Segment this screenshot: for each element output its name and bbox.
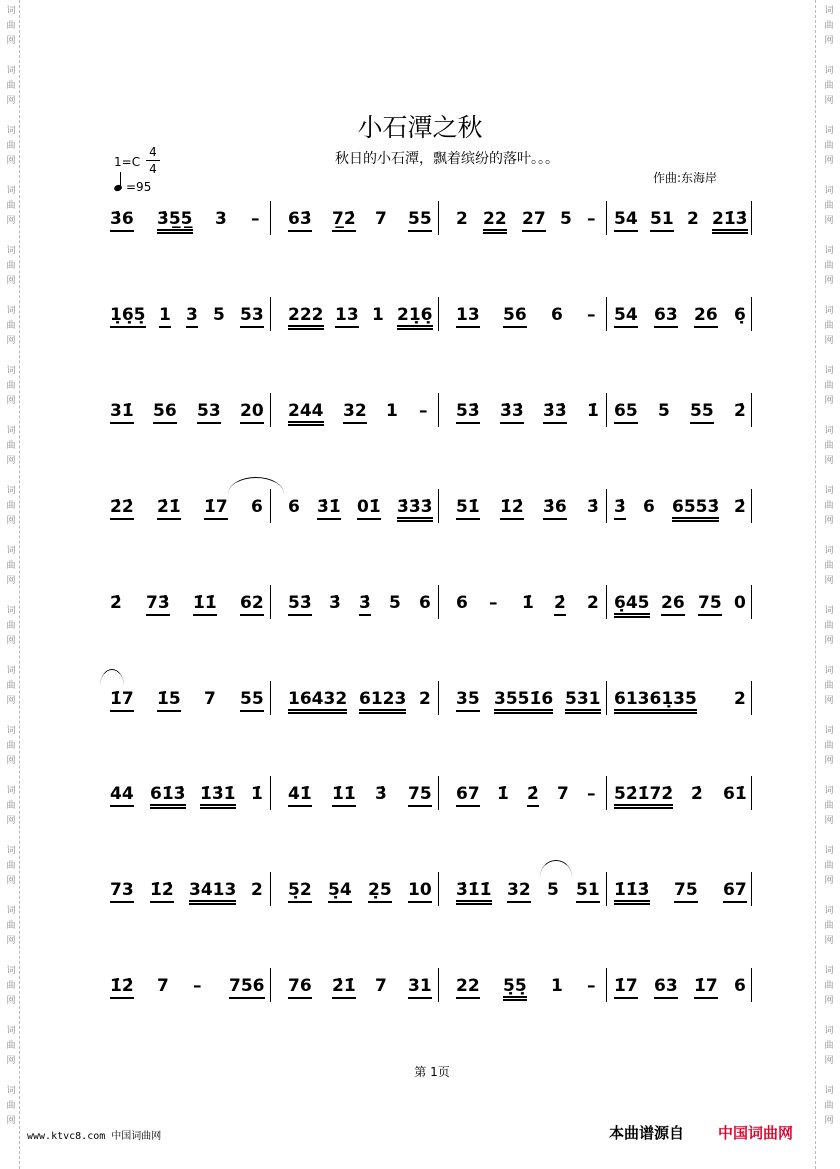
note-group: 27 bbox=[522, 209, 546, 232]
note-group: 51 bbox=[576, 880, 600, 903]
note-group: 1̣6̣5̣ bbox=[110, 305, 146, 328]
watermark-text: 词 曲 网 bbox=[824, 1026, 834, 1066]
note-group: 1̇3̇1̇ bbox=[200, 784, 236, 809]
watermark-text: 词 曲 网 bbox=[824, 546, 834, 586]
watermark-text: 词 曲 网 bbox=[824, 666, 834, 706]
watermark-text: 词 曲 网 bbox=[824, 426, 834, 466]
watermark-text: 词 曲 网 bbox=[824, 606, 834, 646]
watermark-text: 词 曲 网 bbox=[824, 246, 834, 286]
note-group: 2̇1̇ bbox=[157, 497, 181, 520]
note-group: 5 bbox=[547, 880, 559, 900]
note-group: 21̇3̇ bbox=[712, 209, 748, 234]
note-group: 2 bbox=[251, 880, 263, 900]
note-group: 21̣6̣ bbox=[397, 305, 433, 330]
note-group: 26 bbox=[694, 305, 718, 328]
bar-line bbox=[606, 201, 607, 235]
tempo-value: =95 bbox=[126, 180, 152, 194]
bar-line bbox=[438, 489, 439, 523]
bar-line bbox=[751, 585, 752, 619]
note-group: 54 bbox=[614, 305, 638, 328]
watermark-text: 词 曲 网 bbox=[824, 786, 834, 826]
bar-line bbox=[606, 393, 607, 427]
score-row bbox=[0, 489, 840, 523]
note-group: 1̇ bbox=[522, 593, 534, 613]
bar-line bbox=[751, 489, 752, 523]
note-group: 55 bbox=[240, 689, 264, 712]
note-group: 51 bbox=[650, 209, 674, 232]
watermark-text: 词 曲 网 bbox=[824, 1086, 834, 1126]
note-group: 3̇6 bbox=[110, 209, 134, 232]
note-group: – bbox=[419, 401, 428, 421]
bar-line bbox=[438, 393, 439, 427]
note-group: – bbox=[587, 305, 596, 325]
song-title: 小石潭之秋 bbox=[357, 113, 483, 142]
note-group: 3̇1̇ bbox=[317, 497, 341, 520]
note-group: 53 bbox=[197, 401, 221, 424]
note-group: 61̇ bbox=[723, 784, 747, 804]
time-signature bbox=[146, 146, 160, 175]
bar-line bbox=[438, 585, 439, 619]
note-group: 44 bbox=[110, 784, 134, 807]
note-group: 3̇1̇1̇ bbox=[456, 880, 492, 905]
bar-line bbox=[270, 872, 271, 906]
note-group: 1̇2̇ bbox=[500, 497, 524, 520]
note-group: 244 bbox=[288, 401, 324, 426]
watermark-text: 词 曲 网 bbox=[824, 366, 834, 406]
score-row bbox=[0, 776, 840, 810]
note-group: 73̇ bbox=[146, 593, 170, 616]
bar-line bbox=[606, 776, 607, 810]
note-group: 1̇7 bbox=[110, 689, 134, 712]
note-group: 67 bbox=[456, 784, 480, 807]
watermark-text: 词 曲 网 bbox=[824, 906, 834, 946]
watermark-text: 词 曲 网 bbox=[824, 726, 834, 766]
note-group: 6553̇ bbox=[672, 497, 719, 522]
note-group: 3̇ bbox=[375, 784, 387, 804]
note-group: 2̇ bbox=[110, 593, 122, 613]
note-group: 531 bbox=[565, 689, 601, 714]
note-group: 53 bbox=[240, 305, 264, 328]
note-group: 756 bbox=[229, 976, 265, 999]
note-group: 5 bbox=[213, 305, 225, 325]
note-group: 1̇ bbox=[251, 784, 263, 804]
watermark-text: 词 曲 网 bbox=[6, 246, 16, 286]
note-group: 73 bbox=[110, 880, 134, 903]
note-group: – bbox=[489, 593, 498, 613]
note-group: 1̇1̇ bbox=[332, 784, 356, 807]
footer-source-label: 本曲谱源自 bbox=[609, 1124, 685, 1142]
note-group: 1 bbox=[159, 305, 171, 328]
bar-line bbox=[270, 585, 271, 619]
note-group: 65 bbox=[614, 401, 638, 424]
watermark-text: 词 曲 网 bbox=[824, 126, 834, 166]
watermark-text: 词 曲 网 bbox=[6, 1026, 16, 1066]
note-group: 63 bbox=[654, 305, 678, 328]
note-group: 1̇7 bbox=[204, 497, 228, 520]
note-group: 222 bbox=[288, 305, 324, 330]
note-group: – bbox=[587, 209, 596, 229]
note-group: 31 bbox=[408, 976, 432, 999]
note-group: 5̣4 bbox=[328, 880, 352, 903]
note-group: 20 bbox=[240, 401, 264, 424]
score-row bbox=[0, 872, 840, 906]
watermark-text: 词 曲 网 bbox=[6, 786, 16, 826]
note-group: 1 bbox=[386, 401, 398, 421]
bar-line bbox=[606, 681, 607, 715]
bar-line bbox=[606, 968, 607, 1002]
time-signature-top: 4 bbox=[149, 145, 157, 159]
bar-line bbox=[751, 872, 752, 906]
note-group: 2 bbox=[419, 689, 431, 709]
note-group: 2 bbox=[734, 689, 746, 709]
note-group: 3̇3̇ bbox=[500, 401, 524, 424]
watermark-text: 词 曲 网 bbox=[6, 726, 16, 766]
note-group: 1̇7 bbox=[694, 976, 718, 999]
bar-line bbox=[438, 776, 439, 810]
note-group: 63̇ bbox=[288, 209, 312, 232]
note-group: 31̇ bbox=[110, 401, 134, 424]
note-group: 6̣ bbox=[734, 305, 746, 325]
bar-line bbox=[270, 776, 271, 810]
note-group: 5̣5̣ bbox=[503, 976, 527, 1001]
watermark-text: 词 曲 网 bbox=[6, 426, 16, 466]
tie-slur bbox=[540, 860, 572, 877]
watermark-text: 词 曲 网 bbox=[6, 846, 16, 886]
note-group: 3̇ bbox=[587, 497, 599, 517]
note-group: 6 bbox=[419, 593, 431, 613]
note-group: 61̇3̇ bbox=[150, 784, 186, 809]
note-group: 35 bbox=[456, 689, 480, 712]
note-group: 7 bbox=[204, 689, 216, 709]
note-group: 6 bbox=[456, 593, 468, 613]
watermark-text: 词 曲 网 bbox=[6, 486, 16, 526]
note-group: 1̇ bbox=[587, 401, 599, 421]
song-subtitle: 秋日的小石潭，飘着缤纷的落叶。。。 bbox=[335, 151, 559, 167]
watermark-text: 词 曲 网 bbox=[6, 126, 16, 166]
bar-line bbox=[270, 489, 271, 523]
note-group: 13 bbox=[335, 305, 359, 328]
bar-line bbox=[438, 968, 439, 1002]
score-row bbox=[0, 393, 840, 427]
bar-line bbox=[751, 968, 752, 1002]
bar-line bbox=[751, 776, 752, 810]
note-group: 61361̣35 bbox=[614, 689, 697, 714]
note-group: 6 bbox=[251, 497, 263, 517]
note-group: 75 bbox=[674, 880, 698, 903]
note-group: 2 bbox=[587, 593, 599, 613]
bar-line bbox=[438, 201, 439, 235]
note-group: 3 bbox=[215, 209, 227, 229]
bar-line bbox=[751, 393, 752, 427]
page-number: 第 1页 bbox=[414, 1065, 450, 1079]
note-group: 7 bbox=[557, 784, 569, 804]
time-signature-bottom: 4 bbox=[149, 162, 157, 176]
watermark-text: 词 曲 网 bbox=[6, 6, 16, 46]
note-group: 1̇2̇ bbox=[150, 880, 174, 903]
note-group: – bbox=[587, 976, 596, 996]
watermark-text: 词 曲 网 bbox=[824, 486, 834, 526]
note-group: 5̣2 bbox=[288, 880, 312, 903]
watermark-text: 词 曲 网 bbox=[6, 546, 16, 586]
score-row bbox=[0, 585, 840, 619]
note-group: 7 bbox=[375, 976, 387, 996]
note-group: 1̇ bbox=[497, 784, 509, 804]
tie-slur bbox=[228, 477, 284, 494]
note-group: 7̲2̇ bbox=[332, 209, 356, 232]
note-group: 3̇6 bbox=[543, 497, 567, 520]
note-group: 3̇ bbox=[329, 593, 341, 613]
watermark-text: 词 曲 网 bbox=[824, 846, 834, 886]
note-group: 3 bbox=[186, 305, 198, 328]
bar-line bbox=[751, 681, 752, 715]
note-group: 75 bbox=[698, 593, 722, 616]
note-group: 01̇ bbox=[357, 497, 381, 520]
bar-line bbox=[606, 872, 607, 906]
note-group: – bbox=[193, 976, 202, 996]
watermark-text: 词 曲 网 bbox=[6, 606, 16, 646]
note-group: 56 bbox=[153, 401, 177, 424]
note-group: 6 bbox=[734, 976, 746, 996]
bar-line bbox=[606, 585, 607, 619]
tie-slur bbox=[100, 669, 124, 686]
note-group: 53̇ bbox=[456, 401, 480, 424]
watermark-text: 词 曲 网 bbox=[6, 66, 16, 106]
note-group: 63 bbox=[654, 976, 678, 999]
note-group: 6 bbox=[551, 305, 563, 325]
note-group: 51̇ bbox=[456, 497, 480, 520]
note-group: 7 bbox=[157, 976, 169, 996]
note-group: 1̇5 bbox=[157, 689, 181, 712]
bar-line bbox=[751, 201, 752, 235]
note-group: 1̇7 bbox=[614, 976, 638, 999]
note-group: 6123 bbox=[359, 689, 406, 714]
note-group: 13 bbox=[456, 305, 480, 328]
note-group: 56 bbox=[503, 305, 527, 328]
note-group: 10 bbox=[408, 880, 432, 903]
score-row bbox=[0, 297, 840, 331]
watermark-text: 词 曲 网 bbox=[6, 666, 16, 706]
note-group: 2̣5 bbox=[368, 880, 392, 903]
note-group: 67 bbox=[723, 880, 747, 903]
watermark-text: 词 曲 网 bbox=[824, 966, 834, 1006]
note-group: 2̇ bbox=[691, 784, 703, 804]
watermark-text: 词 曲 网 bbox=[6, 366, 16, 406]
note-group: 3413 bbox=[189, 880, 236, 905]
note-group: 6 bbox=[643, 497, 655, 517]
note-group: 1 bbox=[372, 305, 384, 325]
watermark-text: 词 曲 网 bbox=[6, 966, 16, 1006]
footer-website[interactable]: www.ktvc8.com 中国词曲网 bbox=[27, 1131, 162, 1142]
note-group: 62 bbox=[240, 593, 264, 616]
bar-line bbox=[438, 681, 439, 715]
note-group: 5 bbox=[560, 209, 572, 229]
note-group: 76 bbox=[288, 976, 312, 999]
note-group: 2 bbox=[456, 209, 468, 229]
note-group: 3̇ bbox=[359, 593, 371, 616]
footer-site-name[interactable]: 中国词曲网 bbox=[718, 1124, 794, 1142]
note-group: 54 bbox=[614, 209, 638, 232]
note-group: 0 bbox=[734, 593, 746, 613]
bar-line bbox=[270, 968, 271, 1002]
note-group: 3̇ bbox=[614, 497, 626, 520]
note-group: 2̇ bbox=[734, 497, 746, 517]
watermark-text: 词 曲 网 bbox=[6, 1086, 16, 1126]
note-group: 2 bbox=[687, 209, 699, 229]
note-group: 22 bbox=[483, 209, 507, 234]
note-group: 41̇ bbox=[288, 784, 312, 807]
note-group: 53̇ bbox=[288, 593, 312, 616]
composer-credit: 作曲:东海岸 bbox=[653, 171, 718, 185]
bar-line bbox=[270, 681, 271, 715]
watermark-text: 词 曲 网 bbox=[824, 66, 834, 106]
note-group: 2̇ bbox=[734, 401, 746, 421]
note-group: 3̇5̲5̲ bbox=[157, 209, 193, 234]
note-group: 1 bbox=[551, 976, 563, 996]
note-group: 3̇3̇ bbox=[543, 401, 567, 424]
note-group: 55 bbox=[690, 401, 714, 424]
note-group: 7 bbox=[375, 209, 387, 229]
note-group: 52̇1̇72̇ bbox=[614, 784, 673, 809]
note-group: 2̇1̇ bbox=[332, 976, 356, 999]
note-group: 5 bbox=[658, 401, 670, 421]
note-group: 22 bbox=[456, 976, 480, 999]
watermark-text: 词 曲 网 bbox=[824, 6, 834, 46]
bar-line bbox=[270, 201, 271, 235]
bar-line bbox=[270, 297, 271, 331]
bar-line bbox=[606, 297, 607, 331]
bar-line bbox=[438, 872, 439, 906]
watermark-text: 词 曲 网 bbox=[6, 906, 16, 946]
note-group: 2̇2̇ bbox=[110, 497, 134, 520]
watermark-text: 词 曲 网 bbox=[6, 306, 16, 346]
note-group: 3̇3̇3̇ bbox=[397, 497, 433, 522]
note-group: 6̣45 bbox=[614, 593, 650, 618]
note-group: – bbox=[251, 209, 260, 229]
score-row bbox=[0, 201, 840, 235]
bar-line bbox=[438, 297, 439, 331]
note-group: 3551̇6 bbox=[494, 689, 553, 714]
note-group: – bbox=[587, 784, 596, 804]
note-group: 1̇1̇ bbox=[193, 593, 217, 616]
note-group: 32 bbox=[343, 401, 367, 424]
note-group: 2̇ bbox=[527, 784, 539, 807]
note-group: 75 bbox=[408, 784, 432, 807]
score-row bbox=[0, 968, 840, 1002]
bar-line bbox=[606, 489, 607, 523]
note-group: 55 bbox=[408, 209, 432, 232]
note-group: 5 bbox=[389, 593, 401, 613]
note-group: 6 bbox=[288, 497, 300, 517]
note-group: 1̇2̇ bbox=[110, 976, 134, 999]
watermark-text: 词 曲 网 bbox=[824, 186, 834, 226]
note-group: 1̇1̇3̇ bbox=[614, 880, 650, 905]
score-row bbox=[0, 681, 840, 715]
note-group: 16432 bbox=[288, 689, 347, 714]
note-group: 26 bbox=[661, 593, 685, 616]
note-group: 32 bbox=[507, 880, 531, 903]
watermark-text: 词 曲 网 bbox=[824, 306, 834, 346]
bar-line bbox=[270, 393, 271, 427]
note-group: 2̇ bbox=[554, 593, 566, 616]
bar-line bbox=[751, 297, 752, 331]
key-signature: 1=C bbox=[114, 155, 141, 169]
watermark-text: 词 曲 网 bbox=[6, 186, 16, 226]
